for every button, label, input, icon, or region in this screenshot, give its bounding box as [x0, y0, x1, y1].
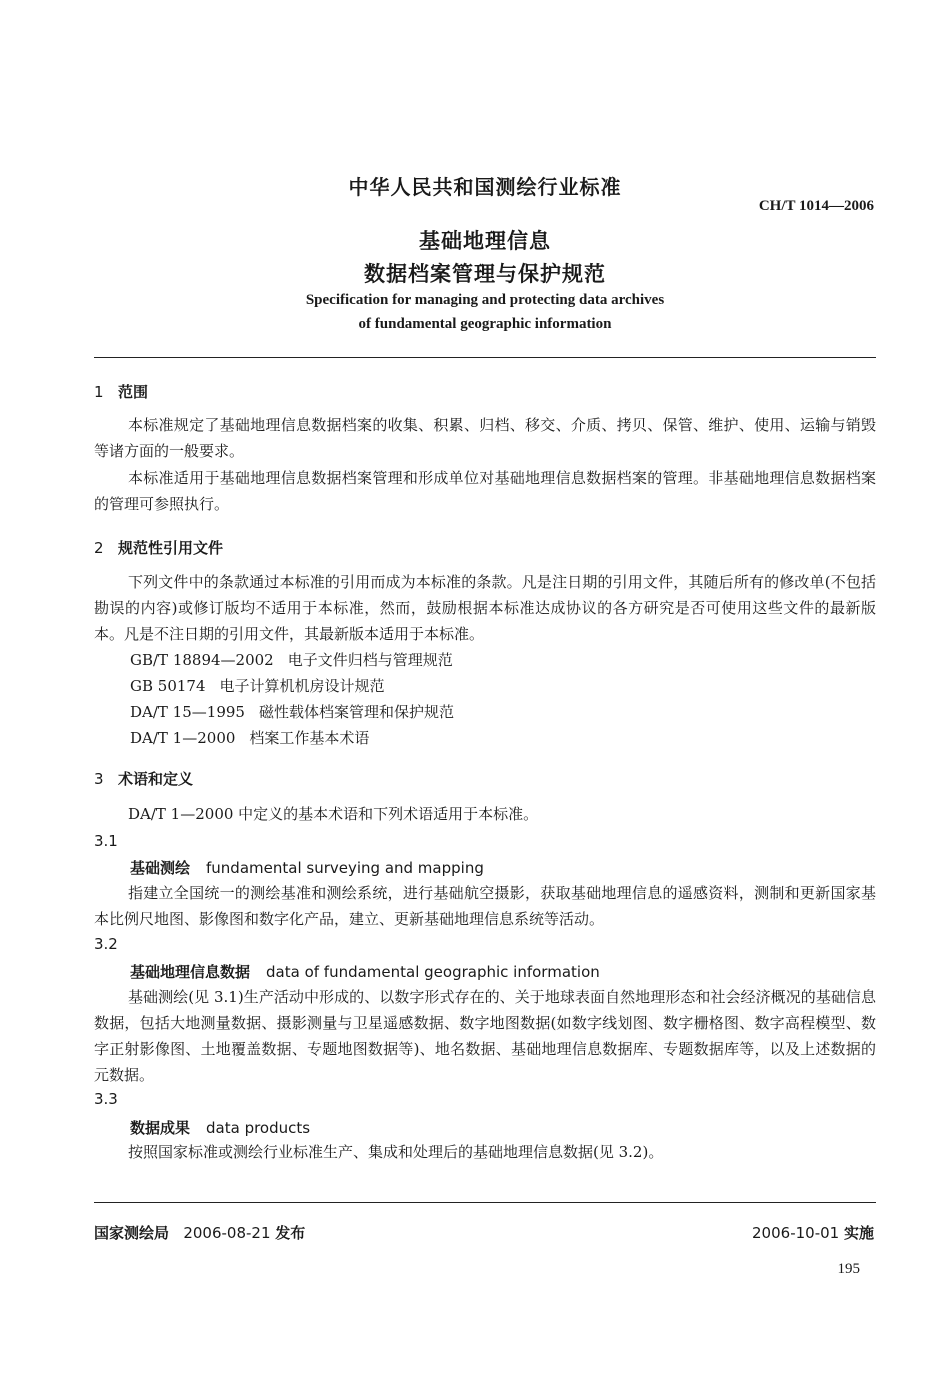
term-english: data products	[206, 1119, 311, 1137]
reference-title: 电子计算机机房设计规范	[219, 677, 385, 695]
section-2-paragraph: 下列文件中的条款通过本标准的引用而成为本标准的条款。凡是注日期的引用文件，其随后所有的修改单(不包括勘误的内容)或修订版均不适用于本标准，然而，鼓励根据本标准达成协议的各方研究是否可使用这些文件的最新版本。凡是不注日期的引用文件，其最新版本适用于本标准。	[94, 573, 876, 643]
section-number: 2	[94, 539, 104, 557]
issue-info	[94, 1222, 305, 1243]
section-number: 1	[94, 383, 104, 401]
section-3-heading	[94, 768, 193, 789]
term-definition: 指建立全国统一的测绘基准和测绘系统，进行基础航空摄影，获取基础地理信息的遥感资料，测制和更新国家基本比例尺地图、影像图和数字化产品，建立、更新基础地理信息系统等活动。	[94, 884, 876, 928]
normative-reference	[130, 649, 453, 670]
section-title: 规范性引用文件	[118, 539, 224, 557]
reference-code: GB/T 18894—2002	[130, 651, 274, 669]
section-3-intro: DA/T 1—2000 中定义的基本术语和下列术语适用于本标准。	[128, 805, 539, 823]
section-1-paragraph-2: 本标准适用于基础地理信息数据档案管理和形成单位对基础地理信息数据档案的管理。非基础地理信息数据档案的管理可参照执行。	[94, 469, 876, 513]
term-chinese: 基础地理信息数据	[130, 963, 251, 981]
section-1-heading	[94, 381, 148, 402]
term-number: 3.2	[94, 935, 118, 953]
term-definition: 按照国家标准或测绘行业标准生产、集成和处理后的基础地理信息数据(见 3.2)。	[128, 1143, 664, 1161]
term-definition: 基础测绘(见 3.1)生产活动中形成的、以数字形式存在的、关于地球表面自然地理形态和社会经济概况的基础信息数据，包括大地测量数据、摄影测量与卫星遥感数据、数字地图数据(如数字线划图、数字栅格图、数字高程模型、数字正射影像图、土地覆盖数据、专题地图数据等)、地名数据、基础地理信息数据库、专题数据库等，以及上述数据的元数据。	[94, 988, 876, 1084]
term-heading	[130, 857, 484, 878]
section-number: 3	[94, 770, 104, 788]
term-chinese: 基础测绘	[130, 859, 191, 877]
term-number: 3.3	[94, 1090, 118, 1108]
footer-divider	[94, 1202, 876, 1203]
term-english: fundamental surveying and mapping	[206, 859, 484, 877]
english-title-line-1: Specification for managing and protecting data archives	[305, 292, 665, 308]
issue-label: 发布	[275, 1224, 306, 1242]
normative-reference	[130, 727, 369, 748]
reference-code: DA/T 1—2000	[130, 729, 236, 747]
reference-title: 电子文件归档与管理规范	[287, 651, 453, 669]
issuer: 国家测绘局	[94, 1224, 170, 1242]
reference-title: 档案工作基本术语	[249, 729, 370, 747]
effective-info	[752, 1222, 874, 1243]
page-number: 195	[837, 1261, 860, 1277]
reference-code: DA/T 15—1995	[130, 703, 245, 721]
term-chinese: 数据成果	[130, 1119, 191, 1137]
section-title: 范围	[118, 383, 149, 401]
term-number: 3.1	[94, 832, 118, 850]
reference-code: GB 50174	[130, 677, 206, 695]
reference-title: 磁性载体档案管理和保护规范	[258, 703, 454, 721]
issue-date: 2006-08-21	[183, 1224, 271, 1242]
term-english: data of fundamental geographic information	[266, 963, 600, 981]
effective-label: 实施	[843, 1224, 874, 1242]
section-2-heading	[94, 537, 223, 558]
term-heading	[130, 961, 600, 982]
effective-date: 2006-10-01	[752, 1224, 840, 1242]
section-1-paragraph-1: 本标准规定了基础地理信息数据档案的收集、积累、归档、移交、介质、拷贝、保管、维护、使用、运输与销毁等诸方面的一般要求。	[94, 416, 876, 460]
normative-reference	[130, 675, 385, 696]
english-title-line-2: of fundamental geographic information	[358, 316, 612, 332]
section-title: 术语和定义	[118, 770, 194, 788]
document-title-line-1: 基础地理信息	[419, 229, 551, 253]
standard-category-title: 中华人民共和国测绘行业标准	[348, 175, 622, 199]
standard-code: CH/T 1014—2006	[758, 198, 874, 214]
header-divider	[94, 357, 876, 358]
normative-reference	[130, 701, 454, 722]
document-title-line-2: 数据档案管理与保护规范	[364, 262, 606, 286]
term-heading	[130, 1117, 310, 1138]
